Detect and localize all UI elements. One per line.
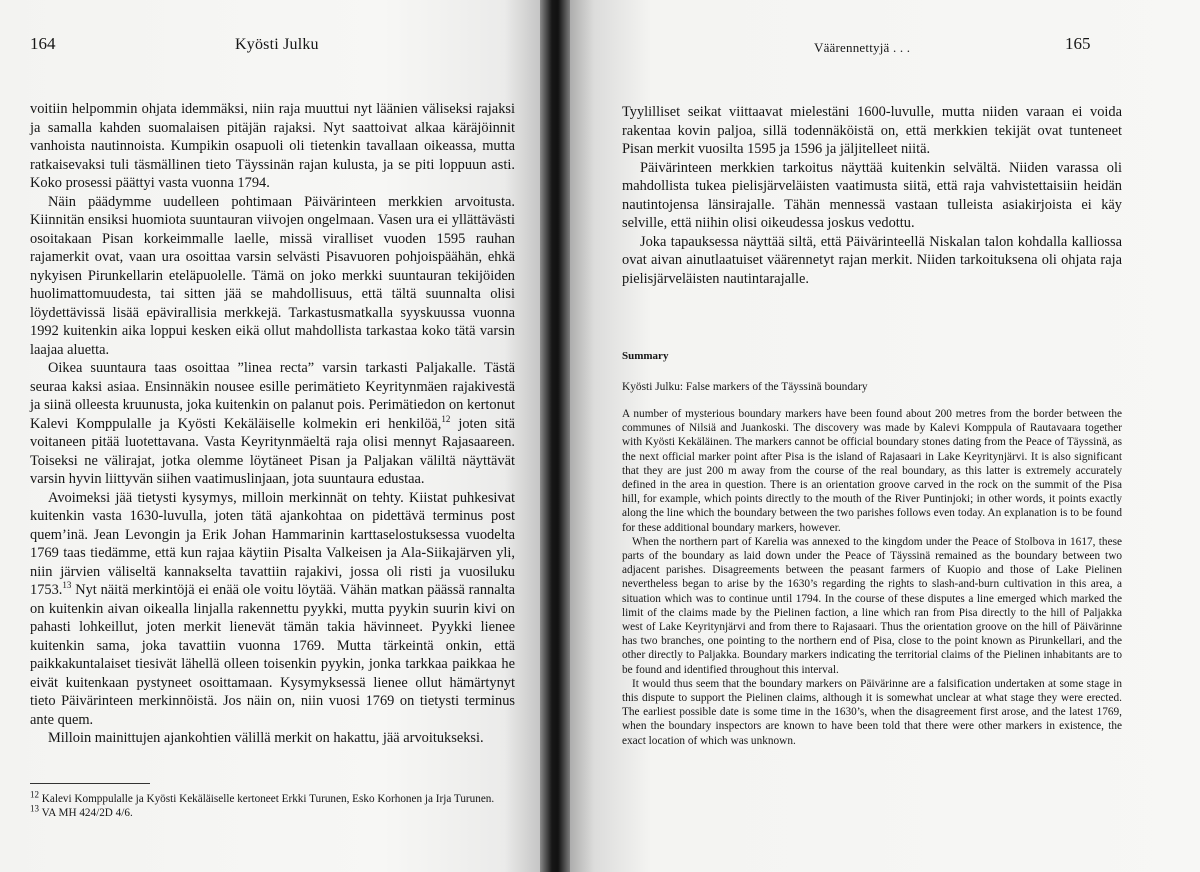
left-page: [0, 0, 548, 872]
page-number: 164: [30, 34, 56, 53]
paragraph: Päivärinteen merkkien tarkoitus näyttää kuitenkin selvältä. Niiden varassa oli mahdollista tukea pielisjärveläisten vaatimusta siitä, että raja vahvistettaisiin heidän nautintojensa länsirajalle. Tähän mennessä vastaan tulleista asiakirjoista ei käy selville, että niihin olisi oikeudessa joskus vedottu.: [622, 159, 1122, 231]
summary-paragraph: When the northern part of Karelia was annexed to the kingdom under the Peace of Stolbova in 1617, these parts of the boundary as laid down under the Peace of Täyssinä remained as the boundary between two adjacent parishes. Disagreements between the peasant farmers of Kuopio and those of Lake Pielinen nevertheless began to arise by the 1630’s regarding the rights to slash-and-burn cultivation in this area, a situation which was to continue until 1794. In the course of these disputes a line emerged which marked the limit of the claims made by the Pielinen faction, a line which ran from Pisa directly to the hill of Paljakka west of Lake Keyritynjärvi and from there to Rajasaari. Thus the orientation groove on the hill of Päivärinne has two branches, one pointing to the northern end of Pisa, close to the point known as Pirunkellari, and the other directly to Paljakka. Boundary markers indicating the territorial claims of the Pielinen inhabitants are to be found and identified throughout this interval.: [622, 535, 1122, 676]
summary-title: Kyösti Julku: False markers of the Täyssinä boundary: [622, 381, 868, 393]
body-text: [622, 103, 1122, 288]
paragraph: Milloin mainittujen ajankohtien välillä merkit on hakattu, jää arvoitukseksi.: [48, 730, 484, 746]
book-gutter: [540, 0, 570, 872]
footnote: [30, 802, 510, 821]
paragraph: [30, 489, 515, 730]
running-head: Väärennettyjä . . .: [814, 40, 911, 55]
paragraph: Joka tapauksessa näyttää siltä, että Päivärinteellä Niskalan talon kohdalla kalliossa ovat aivan ainutlaatuiset väärennetyt rajan merkit. Niiden tarkoituksena oli ohjata raja pielisjärveläisten nautintarajalle.: [622, 233, 1122, 287]
paragraph: Tyylilliset seikat viittaavat mielestäni 1600-luvulle, mutta niiden varaan ei voida rakentaa kovin paljoa, sillä todennäköistä on, että merkkien tekijät ovat tunteneet Pisan merkit vuosilta 1595 ja 1596 ja jäljitelleet niitä.: [622, 104, 1122, 157]
paragraph: Näin päädymme uudelleen pohtimaan Päivärinteen merkkien arvoitusta. Kiinnitän ensiksi huomiota suuntauran viivojen ongelmaan. Vasen ura ei yllättävästi osoitakaan Pisan korkeimmalle laelle, missä viralliset vuoden 1595 rauhan rajamerkit ovat, vaan ura osoittaa varsin selvästi Pisavuoren pohjoispäähän, ehkä nykyisen Pirunkellarin eteläpuolelle. Tämä on joko merkki suuntauran tekijöiden huolimattomuudesta, tai sitten jää se mahdollisuus, että tältä suunnalta olisi löydettävissä lisää epävirallisia merkkejä. Tarkastusmatkalla syyskuussa vuonna 1992 kuitenkin aika loppui kesken eikä ollut mahdollista tarkastaa koko tätä varsin laajaa aluetta.: [30, 193, 515, 358]
paragraph-text: Nyt näitä merkintöjä ei enää ole voitu löytää. Vähän matkan päässä rannalta on kuitenkin aivan oikealla linjalla rakennettu pyykki, mutta pyykin suurin kivi on pahasti lohkeillut, joten merkit lienevät tämän takia hävinneet. Pyykki lienee kuitenkin sama, joka tavattiin vuonna 1769. Mutta tärkeintä onkin, että paikkakuntalaiset tiesivät lähellä olleen toisenkin pyykin, jonka tarkkaa paikkaa he eivät kuitenkaan pystyneet osoittamaan. Kysymyksessä lienee ollut hämärtynyt tieto Päivärinteen merkinnöistä. Jos näin on, niin vuosi 1769 on tietysti terminus ante quem.: [30, 582, 515, 728]
right-page: [562, 0, 1200, 872]
summary-body: [622, 407, 1122, 748]
footnote-mark: 13: [30, 802, 39, 813]
footnote: [30, 789, 510, 807]
footnote-ref: 12: [441, 413, 451, 424]
paragraph: voitiin helpommin ohjata idemmäksi, niin raja muuttui nyt läänien väliseksi rajaksi ja samalla kahden suomalaisen pitäjän rajaksi. Nyt saattoivat alkaa käräjöinnit vanhoista nautinnoista. Kumpikin osapuoli oli tietenkin tavallaan oikeassa, mutta ratkaisevaksi tuli täsmällinen tieto Täyssinän rajan kulusta, ja se piti loppuun asti. Koko prosessi päättyi vasta vuonna 1794.: [30, 101, 515, 191]
paragraph-text: joten sitä voitaneen pitää luotettavana. Vasta Keyritynmäeltä raja olisi mennyt Rajasaareen. Toiseksi ne välirajat, jotka olemme löytäneet Pisan ja Paljakan väliltä näyttävät varsin hyvin liittyvän siihen vaatimuslinjaan, jota suuntaura edustaa.: [30, 415, 516, 487]
footnote-divider: [30, 783, 150, 784]
paragraph-text: Avoimeksi jää tietysti kysymys, milloin merkinnät on tehty. Kiistat puhkesivat kuitenkin vasta 1630-luvulla, joten tätä ajankohtaa on pidettävä terminus post quem’inä. Jean Levongin ja Erik Johan Hammarinin karttaselostuksessa vuodelta 1769 taas tiedämme, että kun rajaa käytiin Pisalta Valkeisen ja Ala-Siikajärven yli, niin järvien väliseltä kannakselta tavattiin rajakivi, jossa oli risti ja vuosiluku 1753.: [30, 489, 515, 598]
paragraph-text: Oikea suuntaura taas osoittaa ”linea recta” varsin tarkasti Paljakalle. Tästä seuraa kaksi asiaa. Ensinnäkin nousee esille perimätieto Keyritynmäen rajakivestä ja siinä olleesta kruunusta, joka kuitenkin on palanut pois. Perimätiedon on kertonut Kalevi Komppulalle ja Kyösti Kekäläiselle kolmekin eri henkilöä,: [30, 360, 515, 432]
page-number: 165: [1065, 34, 1091, 53]
footnote-text: Kalevi Komppulalle ja Kyösti Kekäläiselle kertoneet Erkki Turunen, Esko Korhonen ja Irja Turunen.: [41, 793, 495, 805]
body-text: [30, 100, 515, 748]
paragraph: [30, 359, 515, 489]
footnotes: [30, 789, 510, 820]
summary-paragraph: It would thus seem that the boundary markers on Päivärinne are a falsification undertaken at some stage in this dispute to support the Pielinen claims, although it is somewhat unclear at what stage they were erected. The earliest possible date is some time in the 1630’s, when the disagreement first arose, and the latest 1769, when the boundary inspectors are known to have been told that there were other markers in existence, the exact location of which was unknown.: [622, 677, 1122, 747]
summary-heading: Summary: [622, 350, 669, 362]
footnote-text: VA MH 424/2D 4/6.: [41, 806, 133, 819]
summary-paragraph: A number of mysterious boundary markers have been found about 200 metres from the border between the communes of Nilsiä and Juankoski. The discovery was made by Kalevi Komppula of Rautavaara together with Kyösti Kekäläinen. The markers cannot be official boundary stones dating from the Peace of Täyssinä, as the next official marker point after Pisa is the island of Rajasaari in Lake Keyritynjärvi. It is also significant that they are just 200 m away from the course of the real boundary, as this latter is extremely accurately defined in the area in question. There is an orientation groove carved in the rock on the summit of the Pisa hill, for example, which points directly to the mouth of the River Puntinjoki; in other words, it points exactly along the line which the boundary between the two parishes follows even today. An explanation is to be found for these additional boundary markers, however.: [622, 408, 1122, 534]
footnote-mark: 12: [30, 789, 39, 800]
footnote-ref: 13: [62, 580, 72, 591]
running-head: Kyösti Julku: [235, 36, 319, 53]
